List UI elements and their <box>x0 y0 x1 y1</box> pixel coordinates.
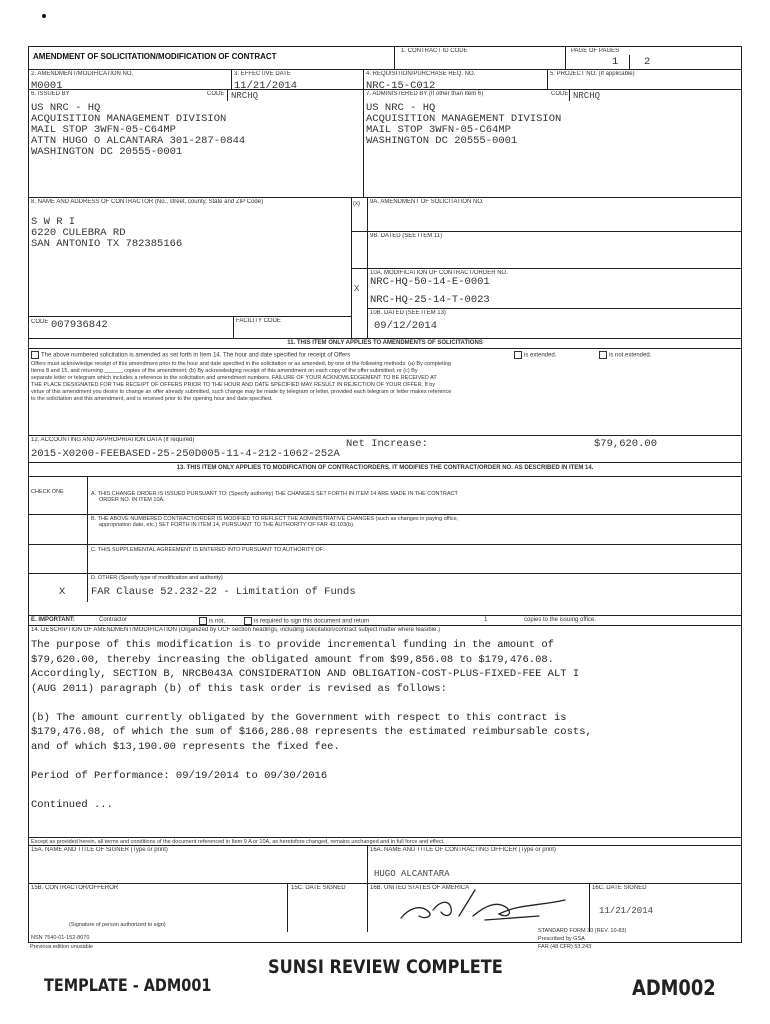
contractor-address <box>31 217 182 250</box>
description-line-10: Period of Performance: 09/19/2014 to 09/30/2016 <box>31 769 328 782</box>
extended-option: is extended. <box>514 351 556 360</box>
description-line-8: and of which $13,190.00 represents the fixed fee. <box>31 740 340 753</box>
not-extended-checkbox[interactable] <box>599 351 607 359</box>
issued-by-label: 6. ISSUED BY <box>31 91 70 97</box>
date-15c-label: 15C. DATE SIGNED <box>291 885 346 891</box>
admin-code-value: NRCHQ <box>573 91 601 101</box>
signer-15a-label: 15A. NAME AND TITLE OF SIGNER (Type or print) <box>31 847 168 853</box>
requisition-value: NRC-15-C012 <box>366 80 436 92</box>
prescribed-by: Prescribed by GSA <box>538 936 585 942</box>
modification-10a-label: 10A. MODIFICATION OF CONTRACT/ORDER NO. <box>370 270 508 276</box>
copies-text: copies to the issuing office. <box>524 617 596 623</box>
item11-checkbox[interactable] <box>31 351 39 359</box>
issued-code-value: NRCHQ <box>231 91 259 101</box>
template-stamp: TEMPLATE - ADM001 <box>44 976 212 996</box>
except-clause: Except as provided herein, all terms and conditions of the document referenced in Item 9 A or 10A, as heretofore changed, remains unchanged and in full force and effect. <box>31 839 445 845</box>
contractor-15b-label: 15B. CONTRACTOR/OFFEROR <box>31 885 119 891</box>
option-d-check: X <box>59 586 66 598</box>
option-a-text: A. THIS CHANGE ORDER IS ISSUED PURSUANT TO: (Specify authority) THE CHANGES SET FORTH IN ITEM 14 ARE MADE IN THE CONTRACT <box>91 491 458 497</box>
description-line-4: (AUG 2011) paragraph (b) of this task order is revised as follows: <box>31 682 447 695</box>
not-extended-option: is not extended. <box>599 351 651 360</box>
standard-form: STANDARD FORM 30 (REV. 10-83) <box>538 928 627 934</box>
admin-code-label: CODE <box>551 91 569 97</box>
far-reference: FAR (48 CFR) 53.243 <box>538 944 592 950</box>
modification-10a-value-1: NRC-HQ-50-14-E-0001 <box>370 276 490 288</box>
administered-by-label: 7. ADMINISTERED BY (If other than Item 6) <box>366 91 484 97</box>
net-increase-value: $79,620.00 <box>594 438 658 450</box>
option-d-value: FAR Clause 52.232-22 - Limitation of Funds <box>91 586 356 598</box>
page-label: PAGE OF PAGES <box>571 48 620 54</box>
description-line-7: $179,476.08, of which the sum of $166,286.08 represents the estimated reimbursable costs, <box>31 726 592 738</box>
option-b-text: B. THE ABOVE NUMBERED CONTRACT/ORDER IS MODIFIED TO REFLECT THE ADMINISTRATIVE CHANGES (such as changes in paying office, <box>91 516 459 522</box>
contractor-line-1: S W R I <box>31 216 76 228</box>
requisition-label: 4. REQUISITION/PURCHASE REQ. NO. <box>366 71 476 77</box>
description-line-5 <box>31 696 592 711</box>
item11-para-line-2: Items 8 and 15, and returning ______ copies of the amendment; (b) By acknowledging receipt of this amendment on each copy of the offer submitted; or (c) By <box>31 368 418 374</box>
dated-9b-label: 9B. DATED (SEE ITEM 11) <box>370 233 443 239</box>
issued-by-line-2: ACQUISITION MANAGEMENT DIVISION <box>31 113 227 125</box>
important-label: E. IMPORTANT: <box>31 617 75 623</box>
stray-mark <box>42 14 46 18</box>
effective-date-label: 3. EFFECTIVE DATE <box>234 71 291 77</box>
amendment-form <box>28 46 742 943</box>
page-number: 1 <box>612 56 619 68</box>
contractor-word: Contractor <box>99 617 128 623</box>
dated-10b-label: 10B. DATED (SEE ITEM 13) <box>370 310 446 316</box>
signature-caption: (Signature of person authorized to sign) <box>69 922 166 928</box>
option-a-text2: ORDER NO. IN ITEM 10A. <box>99 497 165 503</box>
item11-heading: 11. THIS ITEM ONLY APPLIES TO AMENDMENTS OF SOLICITATIONS <box>287 340 483 346</box>
issued-by-address <box>31 103 245 158</box>
contractor-line-3: SAN ANTONIO TX 782385166 <box>31 238 183 250</box>
description-label: 14. DESCRIPTION OF AMENDMENT/MODIFICATION (Organized by UCF section headings, including solicitation/contract subject matter where feasible.) <box>31 627 441 633</box>
option-d-text: D. OTHER (Specify type of modification and authority) <box>91 575 223 581</box>
option-c-text: C. THIS SUPPLEMENTAL AGREEMENT IS ENTERED INTO PURSUANT TO AUTHORITY OF: <box>91 547 325 553</box>
check-one-label: CHECK ONE <box>31 489 64 495</box>
administered-by-line-1: US NRC - HQ <box>366 102 436 114</box>
is-required-checkbox[interactable] <box>244 617 252 625</box>
contractor-label: 8. NAME AND ADDRESS OF CONTRACTOR (No., street, county, State and ZIP Code) <box>31 199 264 205</box>
project-no-label: 5. PROJECT NO. (If applicable) <box>550 71 635 77</box>
description-line-12: Continued ... <box>31 798 113 811</box>
description-body <box>31 638 592 812</box>
item11-para-line-3: separate letter or telegram which includes a reference to the solicitation and amendment numbers. FAILURE OF YOUR ACKNOWLEDGEMENT TO BE RECEIVED AT <box>31 375 437 381</box>
dated-10b-value: 09/12/2014 <box>374 320 438 332</box>
previous-edition: Previous edition unusable <box>30 944 93 950</box>
modification-10a-value-2: NRC-HQ-25-14-T-0023 <box>370 294 490 306</box>
administered-by-line-4: WASHINGTON DC 20555-0001 <box>366 135 518 147</box>
option-b-text2: appropriation date, etc.) SET FORTH IN ITEM 14, PURSUANT TO THE AUTHORITY OF FAR 43.103(b). <box>99 522 355 528</box>
item11-instructions <box>31 361 736 403</box>
item11-para-line-4: THE PLACE DESIGNATED FOR THE RECEIPT OF OFFERS PRIOR TO THE HOUR AND DATE SPECIFIED MAY RESULT IN REJECTION OF YOUR OFFER. If by <box>31 382 436 388</box>
item11-para-line-1: Offers must acknowledge receipt of this amendment prior to the hour and date specified in the solicitation or as amended, by one of the following methods: (a) By completing <box>31 361 451 367</box>
net-increase-label: Net Increase: <box>346 438 428 450</box>
adm-stamp: ADM002 <box>632 976 716 1000</box>
issued-by-line-3: MAIL STOP 3WFN-05-C64MP <box>31 124 176 136</box>
copies-number: 1 <box>484 617 488 623</box>
item13-heading: 13. THIS ITEM ONLY APPLIES TO MODIFICATION OF CONTRACT/ORDERS. IT MODIFIES THE CONTRACT/ORDER NO. AS DESCRIBED IN ITEM 14. <box>176 465 594 471</box>
administered-by-address <box>366 103 561 147</box>
accounting-label: 12. ACCOUNTING AND APPROPRIATION DATA (If required) <box>31 437 195 443</box>
is-not-option: is not, <box>199 617 225 626</box>
description-line-11 <box>31 783 592 798</box>
contractor-code-label: CODE <box>31 319 49 325</box>
amendment-no-label: 2. AMENDMENT/MODIFICATION NO. <box>31 71 134 77</box>
amend-solicitation-label: 9A. AMENDMENT OF SOLICITATION NO. <box>370 199 484 205</box>
issued-by-line-5: WASHINGTON DC 20555-0001 <box>31 146 183 158</box>
check-10a: X <box>354 284 360 294</box>
extended-checkbox[interactable] <box>514 351 522 359</box>
is-required-option: is required to sign this document and return <box>244 617 369 626</box>
amendment-no-value: M0001 <box>31 80 63 92</box>
sunsi-review-stamp: SUNSI REVIEW COMPLETE <box>268 956 503 978</box>
description-line-6: (b) The amount currently obligated by the Government with respect to this contract is <box>31 711 567 724</box>
contract-id-label: 1. CONTRACT ID CODE <box>401 48 468 54</box>
effective-date-value: 11/21/2014 <box>234 80 298 92</box>
description-line-9 <box>31 754 592 769</box>
date-16c-value: 11/21/2014 <box>599 906 654 916</box>
item11-line1: The above numbered solicitation is amended as set forth in Item 14. The hour and date specified for receipt of Offers <box>31 351 501 360</box>
accounting-value: 2015-X0200-FEEBASED-25-250D005-11-4-212-1062-252A <box>31 448 340 460</box>
nsn-number: NSN 7540-01-152-8070 <box>31 935 90 941</box>
usa-16b-label: 16B. UNITED STATES OF AMERICA <box>370 885 470 891</box>
date-16c-label: 16C. DATE SIGNED <box>592 885 647 891</box>
item11-para-line-6: to the solicitation and this amendment, and is received prior to the opening hour and date specified. <box>31 396 273 402</box>
page-total: 2 <box>644 56 651 68</box>
form-title: AMENDMENT OF SOLICITATION/MODIFICATION OF CONTRACT <box>33 52 277 61</box>
item11-para-line-5: virtue of this amendment you desire to change an offer already submitted, such change may be made by telegram or letter, provided each telegram or letter makes reference <box>31 389 452 395</box>
administered-by-line-2: ACQUISITION MANAGEMENT DIVISION <box>366 113 562 125</box>
issued-by-line-4: ATTN HUGO O ALCANTARA 301-287-0844 <box>31 135 246 147</box>
is-not-checkbox[interactable] <box>199 617 207 625</box>
administered-by-line-3: MAIL STOP 3WFN-05-C64MP <box>366 124 511 136</box>
officer-16a-value: HUGO ALCANTARA <box>374 869 450 879</box>
issued-by-line-1: US NRC - HQ <box>31 102 101 114</box>
officer-16a-label: 16A. NAME AND TITLE OF CONTRACTING OFFICER (Type or print) <box>370 847 556 853</box>
description-line-1: The purpose of this modification is to provide incremental funding in the amount of <box>31 639 554 651</box>
facility-code-label: FACILITY CODE <box>236 318 281 324</box>
contracting-officer-signature <box>389 886 579 926</box>
col-x-label: (x) <box>353 201 360 207</box>
contractor-code-value: 007936842 <box>51 319 108 331</box>
issued-code-label: CODE <box>207 91 225 97</box>
description-line-2: $79,620.00, thereby increasing the obligated amount from $99,856.08 to $179,476.08. <box>31 653 554 666</box>
contractor-line-2: 6220 CULEBRA RD <box>31 227 126 239</box>
description-line-3: Accordingly, SECTION B, NRCB043A CONSIDERATION AND OBLIGATION-COST-PLUS-FIXED-FEE ALT I <box>31 668 580 680</box>
